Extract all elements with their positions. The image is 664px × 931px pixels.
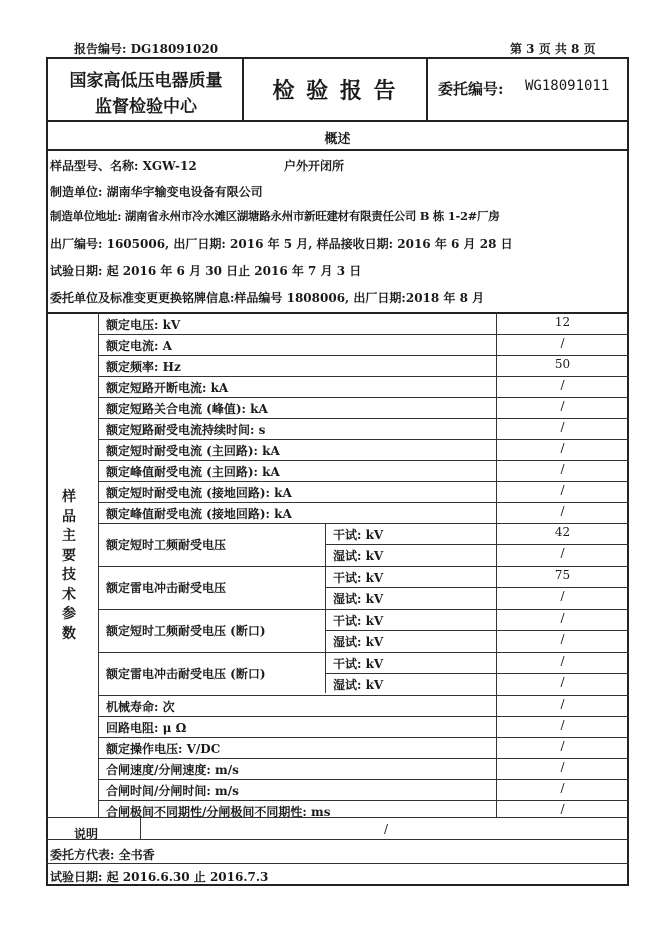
row-divider bbox=[98, 566, 629, 567]
param-label: 合闸时间/分闸时间: m/s bbox=[106, 784, 239, 798]
param-label: 额定短路关合电流 (峰值): kA bbox=[106, 402, 268, 416]
org-name-line2: 监督检验中心 bbox=[95, 97, 197, 117]
table-bottom bbox=[46, 817, 629, 818]
remark-divider bbox=[140, 817, 141, 839]
wet-test-value: / bbox=[560, 546, 565, 560]
param-value: / bbox=[560, 504, 565, 518]
dry-test-label: 干试: kV bbox=[333, 528, 384, 542]
test-date: 试验日期: 起 2016 年 6 月 30 日止 2016 年 7 月 3 日 bbox=[50, 264, 362, 278]
param-label: 额定频率: Hz bbox=[106, 360, 181, 374]
param-label: 额定短路开断电流: kA bbox=[106, 381, 229, 395]
row-divider bbox=[98, 418, 629, 419]
manufacturer: 制造单位: 湖南华宇输变电设备有限公司 bbox=[50, 185, 263, 199]
page-info: 第 3 页 共 8 页 bbox=[510, 42, 596, 56]
row-divider bbox=[98, 334, 629, 335]
paired-param-label: 额定短时工频耐受电压 bbox=[106, 538, 227, 552]
param-label: 额定电流: A bbox=[106, 339, 172, 353]
param-value: / bbox=[560, 739, 565, 753]
wet-test-label: 湿试: kV bbox=[333, 549, 384, 563]
section-title-bottom bbox=[46, 149, 629, 151]
param-value: / bbox=[560, 697, 565, 711]
param-label: 额定峰值耐受电流 (主回路): kA bbox=[106, 465, 280, 479]
paired-param-label: 额定雷电冲击耐受电压 (断口) bbox=[106, 667, 266, 681]
paired-param-label: 额定短时工频耐受电压 (断口) bbox=[106, 624, 266, 638]
row-divider bbox=[98, 523, 629, 524]
factory-info: 出厂编号: 1605006, 出厂日期: 2016 年 5 月, 样品接收日期: 2016 年 6 月 28 日 bbox=[50, 237, 513, 251]
row-divider bbox=[98, 376, 629, 377]
dry-test-label: 干试: kV bbox=[333, 614, 384, 628]
row-divider bbox=[98, 716, 629, 717]
dry-test-value: 75 bbox=[554, 568, 571, 582]
row-divider bbox=[325, 630, 629, 631]
param-label: 合闸极间不同期性/分闸极间不同期性: ms bbox=[106, 805, 331, 819]
param-value: / bbox=[560, 802, 565, 816]
param-value: / bbox=[560, 483, 565, 497]
commission-label: 委托编号: bbox=[438, 80, 504, 98]
wet-test-value: / bbox=[560, 632, 565, 646]
dry-test-value: / bbox=[560, 611, 565, 625]
row-divider bbox=[98, 439, 629, 440]
row-divider bbox=[325, 587, 629, 588]
paired-param-label: 额定雷电冲击耐受电压 bbox=[106, 581, 227, 595]
param-value: / bbox=[560, 462, 565, 476]
info-bottom bbox=[46, 312, 629, 314]
param-label: 额定短路耐受电流持续时间: s bbox=[106, 423, 266, 437]
row-divider bbox=[98, 609, 629, 610]
param-value: / bbox=[560, 441, 565, 455]
param-value: 12 bbox=[554, 315, 571, 329]
param-label: 额定峰值耐受电流 (接地回路): kA bbox=[106, 507, 292, 521]
footer-test-date: 试验日期: 起 2016.6.30 止 2016.7.3 bbox=[50, 870, 269, 884]
param-label: 额定电压: kV bbox=[106, 318, 181, 332]
remark-value: / bbox=[384, 822, 389, 836]
wet-test-value: / bbox=[560, 675, 565, 689]
param-value: / bbox=[560, 781, 565, 795]
param-value: / bbox=[560, 420, 565, 434]
row-divider bbox=[325, 673, 629, 674]
row-divider bbox=[98, 502, 629, 503]
dry-test-label: 干试: kV bbox=[333, 571, 384, 585]
paired-label-divider bbox=[325, 523, 326, 693]
sample-name: 户外开闭所 bbox=[284, 159, 345, 173]
wet-test-label: 湿试: kV bbox=[333, 678, 384, 692]
param-label: 额定短时耐受电流 (接地回路): kA bbox=[106, 486, 292, 500]
param-value: / bbox=[560, 718, 565, 732]
remark-label: 说明 bbox=[74, 827, 99, 841]
row-divider bbox=[98, 737, 629, 738]
sample-model: 样品型号、名称: XGW-12 bbox=[50, 159, 197, 173]
section-title: 概述 bbox=[324, 132, 351, 147]
report-number: 报告编号: DG18091020 bbox=[74, 42, 219, 56]
param-value: / bbox=[560, 399, 565, 413]
side-label: 样 品 主 要 技 术 参 数 bbox=[62, 489, 76, 642]
param-value: 50 bbox=[554, 357, 571, 371]
row-divider bbox=[98, 355, 629, 356]
report-title: 检 验 报 告 bbox=[272, 78, 398, 104]
row-divider bbox=[98, 397, 629, 398]
row-divider bbox=[98, 481, 629, 482]
row-divider bbox=[325, 544, 629, 545]
row-divider bbox=[98, 779, 629, 780]
wet-test-value: / bbox=[560, 589, 565, 603]
side-column-divider bbox=[98, 312, 99, 817]
title-divider-2 bbox=[426, 57, 428, 120]
wet-test-label: 湿试: kV bbox=[333, 592, 384, 606]
manufacturer-address: 制造单位地址: 湖南省永州市冷水滩区湖塘路永州市新旺建材有限责任公司 B 栋 1-2#厂房 bbox=[50, 209, 500, 223]
param-value: / bbox=[560, 760, 565, 774]
wet-test-label: 湿试: kV bbox=[333, 635, 384, 649]
dry-test-value: / bbox=[560, 654, 565, 668]
row-divider bbox=[98, 800, 629, 801]
rep-bottom bbox=[46, 863, 629, 864]
org-name-line1: 国家高低压电器质量 bbox=[69, 71, 223, 91]
param-label: 合闸速度/分闸速度: m/s bbox=[106, 763, 239, 777]
param-label: 额定短时耐受电流 (主回路): kA bbox=[106, 444, 280, 458]
representative: 委托方代表: 全书香 bbox=[50, 848, 155, 862]
commission-number: WG18091011 bbox=[525, 78, 610, 94]
remark-bottom bbox=[46, 839, 629, 840]
param-value: / bbox=[560, 378, 565, 392]
param-label: 额定操作电压: V/DC bbox=[106, 742, 221, 756]
dry-test-value: 42 bbox=[554, 525, 571, 539]
param-label: 机械寿命: 次 bbox=[106, 700, 175, 714]
row-divider bbox=[98, 695, 629, 696]
param-label: 回路电阻: μ Ω bbox=[106, 721, 187, 735]
param-value: / bbox=[560, 336, 565, 350]
change-info: 委托单位及标准变更更换铭牌信息:样品编号 1808006, 出厂日期:2018 年 8 月 bbox=[50, 291, 485, 305]
row-divider bbox=[98, 460, 629, 461]
row-divider bbox=[98, 758, 629, 759]
dry-test-label: 干试: kV bbox=[333, 657, 384, 671]
title-row-bottom bbox=[46, 120, 629, 122]
row-divider bbox=[98, 652, 629, 653]
